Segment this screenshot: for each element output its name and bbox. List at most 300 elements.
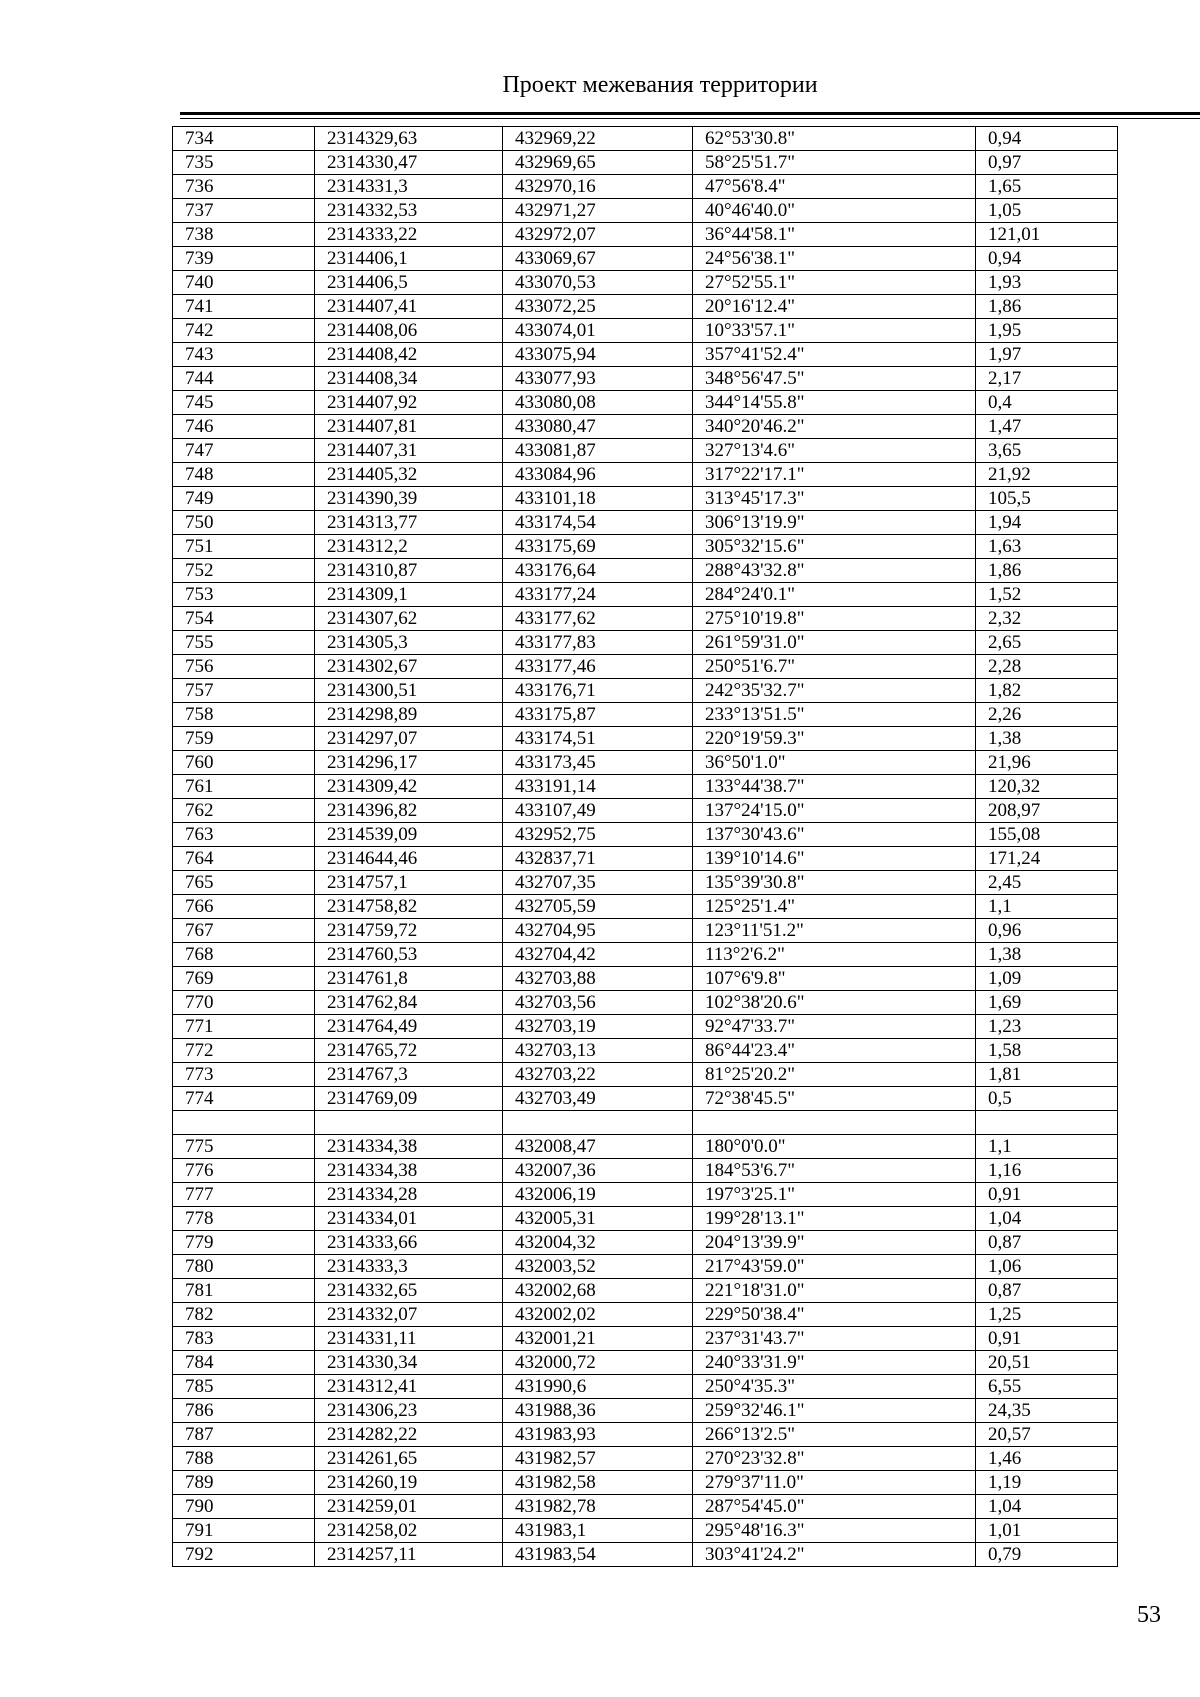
- bearing-cell: [693, 1111, 976, 1135]
- y-coordinate-cell: 433075,94: [503, 343, 693, 367]
- bearing-cell: 113°2'6.2": [693, 943, 976, 967]
- table-row: [173, 1207, 1118, 1231]
- table-row: [173, 1279, 1118, 1303]
- header-rule-thick: [180, 112, 1200, 115]
- y-coordinate-cell: 433177,24: [503, 583, 693, 607]
- table-row: [173, 1495, 1118, 1519]
- y-coordinate-cell: 431982,58: [503, 1471, 693, 1495]
- bearing-cell: 317°22'17.1": [693, 463, 976, 487]
- table-row: [173, 655, 1118, 679]
- header-rule-thin: [180, 118, 1200, 119]
- x-coordinate-cell: 2314761,8: [315, 967, 503, 991]
- table-row: [173, 775, 1118, 799]
- x-coordinate-cell: 2314313,77: [315, 511, 503, 535]
- table-row: [173, 847, 1118, 871]
- distance-cell: 0,5: [976, 1087, 1118, 1111]
- point-number-cell: 771: [173, 1015, 315, 1039]
- y-coordinate-cell: 433070,53: [503, 271, 693, 295]
- point-number-cell: 741: [173, 295, 315, 319]
- distance-cell: 171,24: [976, 847, 1118, 871]
- point-number-cell: 757: [173, 679, 315, 703]
- bearing-cell: 107°6'9.8": [693, 967, 976, 991]
- point-number-cell: 747: [173, 439, 315, 463]
- bearing-cell: 40°46'40.0": [693, 199, 976, 223]
- table-row: [173, 1111, 1118, 1135]
- distance-cell: 1,58: [976, 1039, 1118, 1063]
- distance-cell: 1,47: [976, 415, 1118, 439]
- bearing-cell: 184°53'6.7": [693, 1159, 976, 1183]
- point-number-cell: 792: [173, 1543, 315, 1567]
- point-number-cell: 746: [173, 415, 315, 439]
- point-number-cell: 762: [173, 799, 315, 823]
- point-number-cell: 785: [173, 1375, 315, 1399]
- bearing-cell: 327°13'4.6": [693, 439, 976, 463]
- bearing-cell: 133°44'38.7": [693, 775, 976, 799]
- point-number-cell: 737: [173, 199, 315, 223]
- bearing-cell: 287°54'45.0": [693, 1495, 976, 1519]
- bearing-cell: 348°56'47.5": [693, 367, 976, 391]
- point-number-cell: 742: [173, 319, 315, 343]
- bearing-cell: 242°35'32.7": [693, 679, 976, 703]
- y-coordinate-cell: 432952,75: [503, 823, 693, 847]
- x-coordinate-cell: 2314306,23: [315, 1399, 503, 1423]
- distance-cell: 0,96: [976, 919, 1118, 943]
- bearing-cell: 237°31'43.7": [693, 1327, 976, 1351]
- table-row: [173, 1399, 1118, 1423]
- bearing-cell: 81°25'20.2": [693, 1063, 976, 1087]
- x-coordinate-cell: 2314300,51: [315, 679, 503, 703]
- distance-cell: 21,92: [976, 463, 1118, 487]
- bearing-cell: 102°38'20.6": [693, 991, 976, 1015]
- y-coordinate-cell: 431988,36: [503, 1399, 693, 1423]
- x-coordinate-cell: 2314408,06: [315, 319, 503, 343]
- y-coordinate-cell: 432705,59: [503, 895, 693, 919]
- bearing-cell: 139°10'14.6": [693, 847, 976, 871]
- bearing-cell: 72°38'45.5": [693, 1087, 976, 1111]
- distance-cell: 20,57: [976, 1423, 1118, 1447]
- y-coordinate-cell: 433084,96: [503, 463, 693, 487]
- distance-cell: 1,63: [976, 535, 1118, 559]
- distance-cell: 1,95: [976, 319, 1118, 343]
- x-coordinate-cell: 2314760,53: [315, 943, 503, 967]
- bearing-cell: 204°13'39.9": [693, 1231, 976, 1255]
- table-row: [173, 631, 1118, 655]
- y-coordinate-cell: 432002,02: [503, 1303, 693, 1327]
- point-number-cell: 758: [173, 703, 315, 727]
- point-number-cell: 781: [173, 1279, 315, 1303]
- distance-cell: 1,04: [976, 1207, 1118, 1231]
- y-coordinate-cell: 433177,46: [503, 655, 693, 679]
- y-coordinate-cell: 431983,1: [503, 1519, 693, 1543]
- table-row: [173, 1423, 1118, 1447]
- x-coordinate-cell: 2314310,87: [315, 559, 503, 583]
- bearing-cell: 303°41'24.2": [693, 1543, 976, 1567]
- bearing-cell: 306°13'19.9": [693, 511, 976, 535]
- bearing-cell: 261°59'31.0": [693, 631, 976, 655]
- table-row: [173, 919, 1118, 943]
- point-number-cell: 743: [173, 343, 315, 367]
- bearing-cell: 270°23'32.8": [693, 1447, 976, 1471]
- distance-cell: 1,82: [976, 679, 1118, 703]
- point-number-cell: 749: [173, 487, 315, 511]
- bearing-cell: 123°11'51.2": [693, 919, 976, 943]
- table-row: [173, 1471, 1118, 1495]
- y-coordinate-cell: 433177,62: [503, 607, 693, 631]
- bearing-cell: 135°39'30.8": [693, 871, 976, 895]
- y-coordinate-cell: 432002,68: [503, 1279, 693, 1303]
- bearing-cell: 313°45'17.3": [693, 487, 976, 511]
- y-coordinate-cell: 433176,71: [503, 679, 693, 703]
- point-number-cell: 764: [173, 847, 315, 871]
- distance-cell: 1,25: [976, 1303, 1118, 1327]
- y-coordinate-cell: 433072,25: [503, 295, 693, 319]
- x-coordinate-cell: 2314297,07: [315, 727, 503, 751]
- point-number-cell: 734: [173, 127, 315, 151]
- y-coordinate-cell: 432001,21: [503, 1327, 693, 1351]
- point-number-cell: 767: [173, 919, 315, 943]
- point-number-cell: 752: [173, 559, 315, 583]
- x-coordinate-cell: 2314406,5: [315, 271, 503, 295]
- distance-cell: 121,01: [976, 223, 1118, 247]
- y-coordinate-cell: 433176,64: [503, 559, 693, 583]
- table-row: [173, 127, 1118, 151]
- bearing-cell: 62°53'30.8": [693, 127, 976, 151]
- y-coordinate-cell: 432703,22: [503, 1063, 693, 1087]
- x-coordinate-cell: 2314312,41: [315, 1375, 503, 1399]
- table-row: [173, 1447, 1118, 1471]
- x-coordinate-cell: 2314312,2: [315, 535, 503, 559]
- table-row: [173, 1327, 1118, 1351]
- bearing-cell: 92°47'33.7": [693, 1015, 976, 1039]
- table-row: [173, 1087, 1118, 1111]
- table-row: [173, 1231, 1118, 1255]
- y-coordinate-cell: 432703,13: [503, 1039, 693, 1063]
- table-row: [173, 1519, 1118, 1543]
- distance-cell: 0,97: [976, 151, 1118, 175]
- distance-cell: 0,87: [976, 1231, 1118, 1255]
- y-coordinate-cell: 433177,83: [503, 631, 693, 655]
- x-coordinate-cell: 2314302,67: [315, 655, 503, 679]
- x-coordinate-cell: 2314334,38: [315, 1159, 503, 1183]
- bearing-cell: 36°50'1.0": [693, 751, 976, 775]
- x-coordinate-cell: 2314406,1: [315, 247, 503, 271]
- table-row: [173, 367, 1118, 391]
- table-row: [173, 583, 1118, 607]
- point-number-cell: 761: [173, 775, 315, 799]
- distance-cell: 1,86: [976, 295, 1118, 319]
- y-coordinate-cell: 431990,6: [503, 1375, 693, 1399]
- point-number-cell: 751: [173, 535, 315, 559]
- y-coordinate-cell: 433077,93: [503, 367, 693, 391]
- point-number-cell: 790: [173, 1495, 315, 1519]
- bearing-cell: 58°25'51.7": [693, 151, 976, 175]
- distance-cell: 2,32: [976, 607, 1118, 631]
- point-number-cell: 776: [173, 1159, 315, 1183]
- point-number-cell: 755: [173, 631, 315, 655]
- point-number-cell: [173, 1111, 315, 1135]
- point-number-cell: 750: [173, 511, 315, 535]
- point-number-cell: 736: [173, 175, 315, 199]
- distance-cell: 120,32: [976, 775, 1118, 799]
- bearing-cell: 305°32'15.6": [693, 535, 976, 559]
- table-row: [173, 727, 1118, 751]
- y-coordinate-cell: 432707,35: [503, 871, 693, 895]
- table-row: [173, 415, 1118, 439]
- x-coordinate-cell: 2314334,01: [315, 1207, 503, 1231]
- x-coordinate-cell: 2314296,17: [315, 751, 503, 775]
- distance-cell: 0,79: [976, 1543, 1118, 1567]
- table-row: [173, 463, 1118, 487]
- table-row: [173, 271, 1118, 295]
- y-coordinate-cell: 433081,87: [503, 439, 693, 463]
- distance-cell: 1,19: [976, 1471, 1118, 1495]
- bearing-cell: 20°16'12.4": [693, 295, 976, 319]
- point-number-cell: 773: [173, 1063, 315, 1087]
- distance-cell: 2,65: [976, 631, 1118, 655]
- distance-cell: 1,86: [976, 559, 1118, 583]
- y-coordinate-cell: 432007,36: [503, 1159, 693, 1183]
- point-number-cell: 787: [173, 1423, 315, 1447]
- distance-cell: 0,87: [976, 1279, 1118, 1303]
- y-coordinate-cell: 431982,78: [503, 1495, 693, 1519]
- table-row: [173, 511, 1118, 535]
- table-row: [173, 391, 1118, 415]
- bearing-cell: 199°28'13.1": [693, 1207, 976, 1231]
- distance-cell: 1,09: [976, 967, 1118, 991]
- table-row: [173, 991, 1118, 1015]
- bearing-cell: 250°51'6.7": [693, 655, 976, 679]
- bearing-cell: 240°33'31.9": [693, 1351, 976, 1375]
- bearing-cell: 288°43'32.8": [693, 559, 976, 583]
- table-row: [173, 343, 1118, 367]
- x-coordinate-cell: 2314765,72: [315, 1039, 503, 1063]
- x-coordinate-cell: 2314644,46: [315, 847, 503, 871]
- table-row: [173, 1183, 1118, 1207]
- table-row: [173, 751, 1118, 775]
- distance-cell: 0,94: [976, 247, 1118, 271]
- y-coordinate-cell: 432969,65: [503, 151, 693, 175]
- x-coordinate-cell: 2314332,65: [315, 1279, 503, 1303]
- point-number-cell: 740: [173, 271, 315, 295]
- x-coordinate-cell: 2314261,65: [315, 1447, 503, 1471]
- table-row: [173, 703, 1118, 727]
- table-row: [173, 319, 1118, 343]
- table-row: [173, 151, 1118, 175]
- point-number-cell: 763: [173, 823, 315, 847]
- bearing-cell: 295°48'16.3": [693, 1519, 976, 1543]
- x-coordinate-cell: 2314298,89: [315, 703, 503, 727]
- bearing-cell: 27°52'55.1": [693, 271, 976, 295]
- distance-cell: 1,46: [976, 1447, 1118, 1471]
- y-coordinate-cell: 432006,19: [503, 1183, 693, 1207]
- table-row: [173, 487, 1118, 511]
- bearing-cell: 357°41'52.4": [693, 343, 976, 367]
- x-coordinate-cell: 2314334,38: [315, 1135, 503, 1159]
- y-coordinate-cell: 433107,49: [503, 799, 693, 823]
- distance-cell: 2,17: [976, 367, 1118, 391]
- table-row: [173, 1135, 1118, 1159]
- y-coordinate-cell: 432703,56: [503, 991, 693, 1015]
- distance-cell: 1,1: [976, 1135, 1118, 1159]
- point-number-cell: 739: [173, 247, 315, 271]
- table-row: [173, 439, 1118, 463]
- distance-cell: 6,55: [976, 1375, 1118, 1399]
- point-number-cell: 778: [173, 1207, 315, 1231]
- x-coordinate-cell: 2314757,1: [315, 871, 503, 895]
- bearing-cell: 259°32'46.1": [693, 1399, 976, 1423]
- table-row: [173, 1015, 1118, 1039]
- point-number-cell: 745: [173, 391, 315, 415]
- x-coordinate-cell: 2314769,09: [315, 1087, 503, 1111]
- coordinates-table: [172, 126, 1118, 1567]
- distance-cell: 1,05: [976, 199, 1118, 223]
- bearing-cell: 233°13'51.5": [693, 703, 976, 727]
- x-coordinate-cell: 2314333,66: [315, 1231, 503, 1255]
- distance-cell: 208,97: [976, 799, 1118, 823]
- table-row: [173, 1375, 1118, 1399]
- x-coordinate-cell: 2314390,39: [315, 487, 503, 511]
- x-coordinate-cell: 2314333,22: [315, 223, 503, 247]
- y-coordinate-cell: [503, 1111, 693, 1135]
- point-number-cell: 789: [173, 1471, 315, 1495]
- table-row: [173, 1255, 1118, 1279]
- point-number-cell: 765: [173, 871, 315, 895]
- table-row: [173, 1543, 1118, 1567]
- y-coordinate-cell: 432703,88: [503, 967, 693, 991]
- bearing-cell: 275°10'19.8": [693, 607, 976, 631]
- x-coordinate-cell: 2314408,34: [315, 367, 503, 391]
- distance-cell: 1,81: [976, 1063, 1118, 1087]
- x-coordinate-cell: 2314758,82: [315, 895, 503, 919]
- y-coordinate-cell: 433173,45: [503, 751, 693, 775]
- x-coordinate-cell: 2314407,92: [315, 391, 503, 415]
- table-row: [173, 679, 1118, 703]
- point-number-cell: 738: [173, 223, 315, 247]
- bearing-cell: 344°14'55.8": [693, 391, 976, 415]
- distance-cell: 1,23: [976, 1015, 1118, 1039]
- distance-cell: 1,65: [976, 175, 1118, 199]
- distance-cell: 0,91: [976, 1183, 1118, 1207]
- y-coordinate-cell: 432704,42: [503, 943, 693, 967]
- x-coordinate-cell: 2314282,22: [315, 1423, 503, 1447]
- y-coordinate-cell: 432003,52: [503, 1255, 693, 1279]
- x-coordinate-cell: 2314259,01: [315, 1495, 503, 1519]
- bearing-cell: 36°44'58.1": [693, 223, 976, 247]
- x-coordinate-cell: 2314396,82: [315, 799, 503, 823]
- table-row: [173, 199, 1118, 223]
- point-number-cell: 782: [173, 1303, 315, 1327]
- y-coordinate-cell: 431982,57: [503, 1447, 693, 1471]
- distance-cell: 1,06: [976, 1255, 1118, 1279]
- x-coordinate-cell: 2314539,09: [315, 823, 503, 847]
- point-number-cell: 788: [173, 1447, 315, 1471]
- x-coordinate-cell: 2314258,02: [315, 1519, 503, 1543]
- x-coordinate-cell: 2314334,28: [315, 1183, 503, 1207]
- table-row: [173, 871, 1118, 895]
- x-coordinate-cell: 2314407,41: [315, 295, 503, 319]
- point-number-cell: 772: [173, 1039, 315, 1063]
- page-number: 53: [1137, 1602, 1161, 1628]
- x-coordinate-cell: 2314405,32: [315, 463, 503, 487]
- x-coordinate-cell: [315, 1111, 503, 1135]
- x-coordinate-cell: 2314331,11: [315, 1327, 503, 1351]
- point-number-cell: 791: [173, 1519, 315, 1543]
- distance-cell: 2,26: [976, 703, 1118, 727]
- y-coordinate-cell: 433191,14: [503, 775, 693, 799]
- y-coordinate-cell: 432970,16: [503, 175, 693, 199]
- table-row: [173, 535, 1118, 559]
- point-number-cell: 760: [173, 751, 315, 775]
- y-coordinate-cell: 431983,93: [503, 1423, 693, 1447]
- bearing-cell: 266°13'2.5": [693, 1423, 976, 1447]
- y-coordinate-cell: 433174,54: [503, 511, 693, 535]
- bearing-cell: 284°24'0.1": [693, 583, 976, 607]
- distance-cell: 1,1: [976, 895, 1118, 919]
- bearing-cell: 137°30'43.6": [693, 823, 976, 847]
- x-coordinate-cell: 2314331,3: [315, 175, 503, 199]
- distance-cell: 1,16: [976, 1159, 1118, 1183]
- page-header-title: Проект межевания территории: [502, 72, 818, 98]
- table-row: [173, 295, 1118, 319]
- bearing-cell: 340°20'46.2": [693, 415, 976, 439]
- bearing-cell: 24°56'38.1": [693, 247, 976, 271]
- y-coordinate-cell: 433069,67: [503, 247, 693, 271]
- point-number-cell: 748: [173, 463, 315, 487]
- bearing-cell: 10°33'57.1": [693, 319, 976, 343]
- x-coordinate-cell: 2314332,07: [315, 1303, 503, 1327]
- y-coordinate-cell: 432837,71: [503, 847, 693, 871]
- bearing-cell: 279°37'11.0": [693, 1471, 976, 1495]
- distance-cell: 2,45: [976, 871, 1118, 895]
- distance-cell: 1,04: [976, 1495, 1118, 1519]
- y-coordinate-cell: 433074,01: [503, 319, 693, 343]
- table-row: [173, 1159, 1118, 1183]
- y-coordinate-cell: 432703,19: [503, 1015, 693, 1039]
- bearing-cell: 220°19'59.3": [693, 727, 976, 751]
- point-number-cell: 777: [173, 1183, 315, 1207]
- y-coordinate-cell: 433080,47: [503, 415, 693, 439]
- distance-cell: 1,38: [976, 727, 1118, 751]
- point-number-cell: 774: [173, 1087, 315, 1111]
- distance-cell: 0,4: [976, 391, 1118, 415]
- bearing-cell: 86°44'23.4": [693, 1039, 976, 1063]
- y-coordinate-cell: 432004,32: [503, 1231, 693, 1255]
- distance-cell: 1,97: [976, 343, 1118, 367]
- x-coordinate-cell: 2314309,42: [315, 775, 503, 799]
- table-row: [173, 895, 1118, 919]
- point-number-cell: 766: [173, 895, 315, 919]
- distance-cell: 105,5: [976, 487, 1118, 511]
- point-number-cell: 754: [173, 607, 315, 631]
- bearing-cell: 250°4'35.3": [693, 1375, 976, 1399]
- y-coordinate-cell: 432008,47: [503, 1135, 693, 1159]
- bearing-cell: 217°43'59.0": [693, 1255, 976, 1279]
- distance-cell: 21,96: [976, 751, 1118, 775]
- bearing-cell: 47°56'8.4": [693, 175, 976, 199]
- y-coordinate-cell: 432703,49: [503, 1087, 693, 1111]
- bearing-cell: 221°18'31.0": [693, 1279, 976, 1303]
- x-coordinate-cell: 2314759,72: [315, 919, 503, 943]
- distance-cell: 24,35: [976, 1399, 1118, 1423]
- point-number-cell: 769: [173, 967, 315, 991]
- y-coordinate-cell: 433174,51: [503, 727, 693, 751]
- table-row: [173, 175, 1118, 199]
- distance-cell: 1,94: [976, 511, 1118, 535]
- point-number-cell: 759: [173, 727, 315, 751]
- bearing-cell: 197°3'25.1": [693, 1183, 976, 1207]
- y-coordinate-cell: 431983,54: [503, 1543, 693, 1567]
- y-coordinate-cell: 433175,69: [503, 535, 693, 559]
